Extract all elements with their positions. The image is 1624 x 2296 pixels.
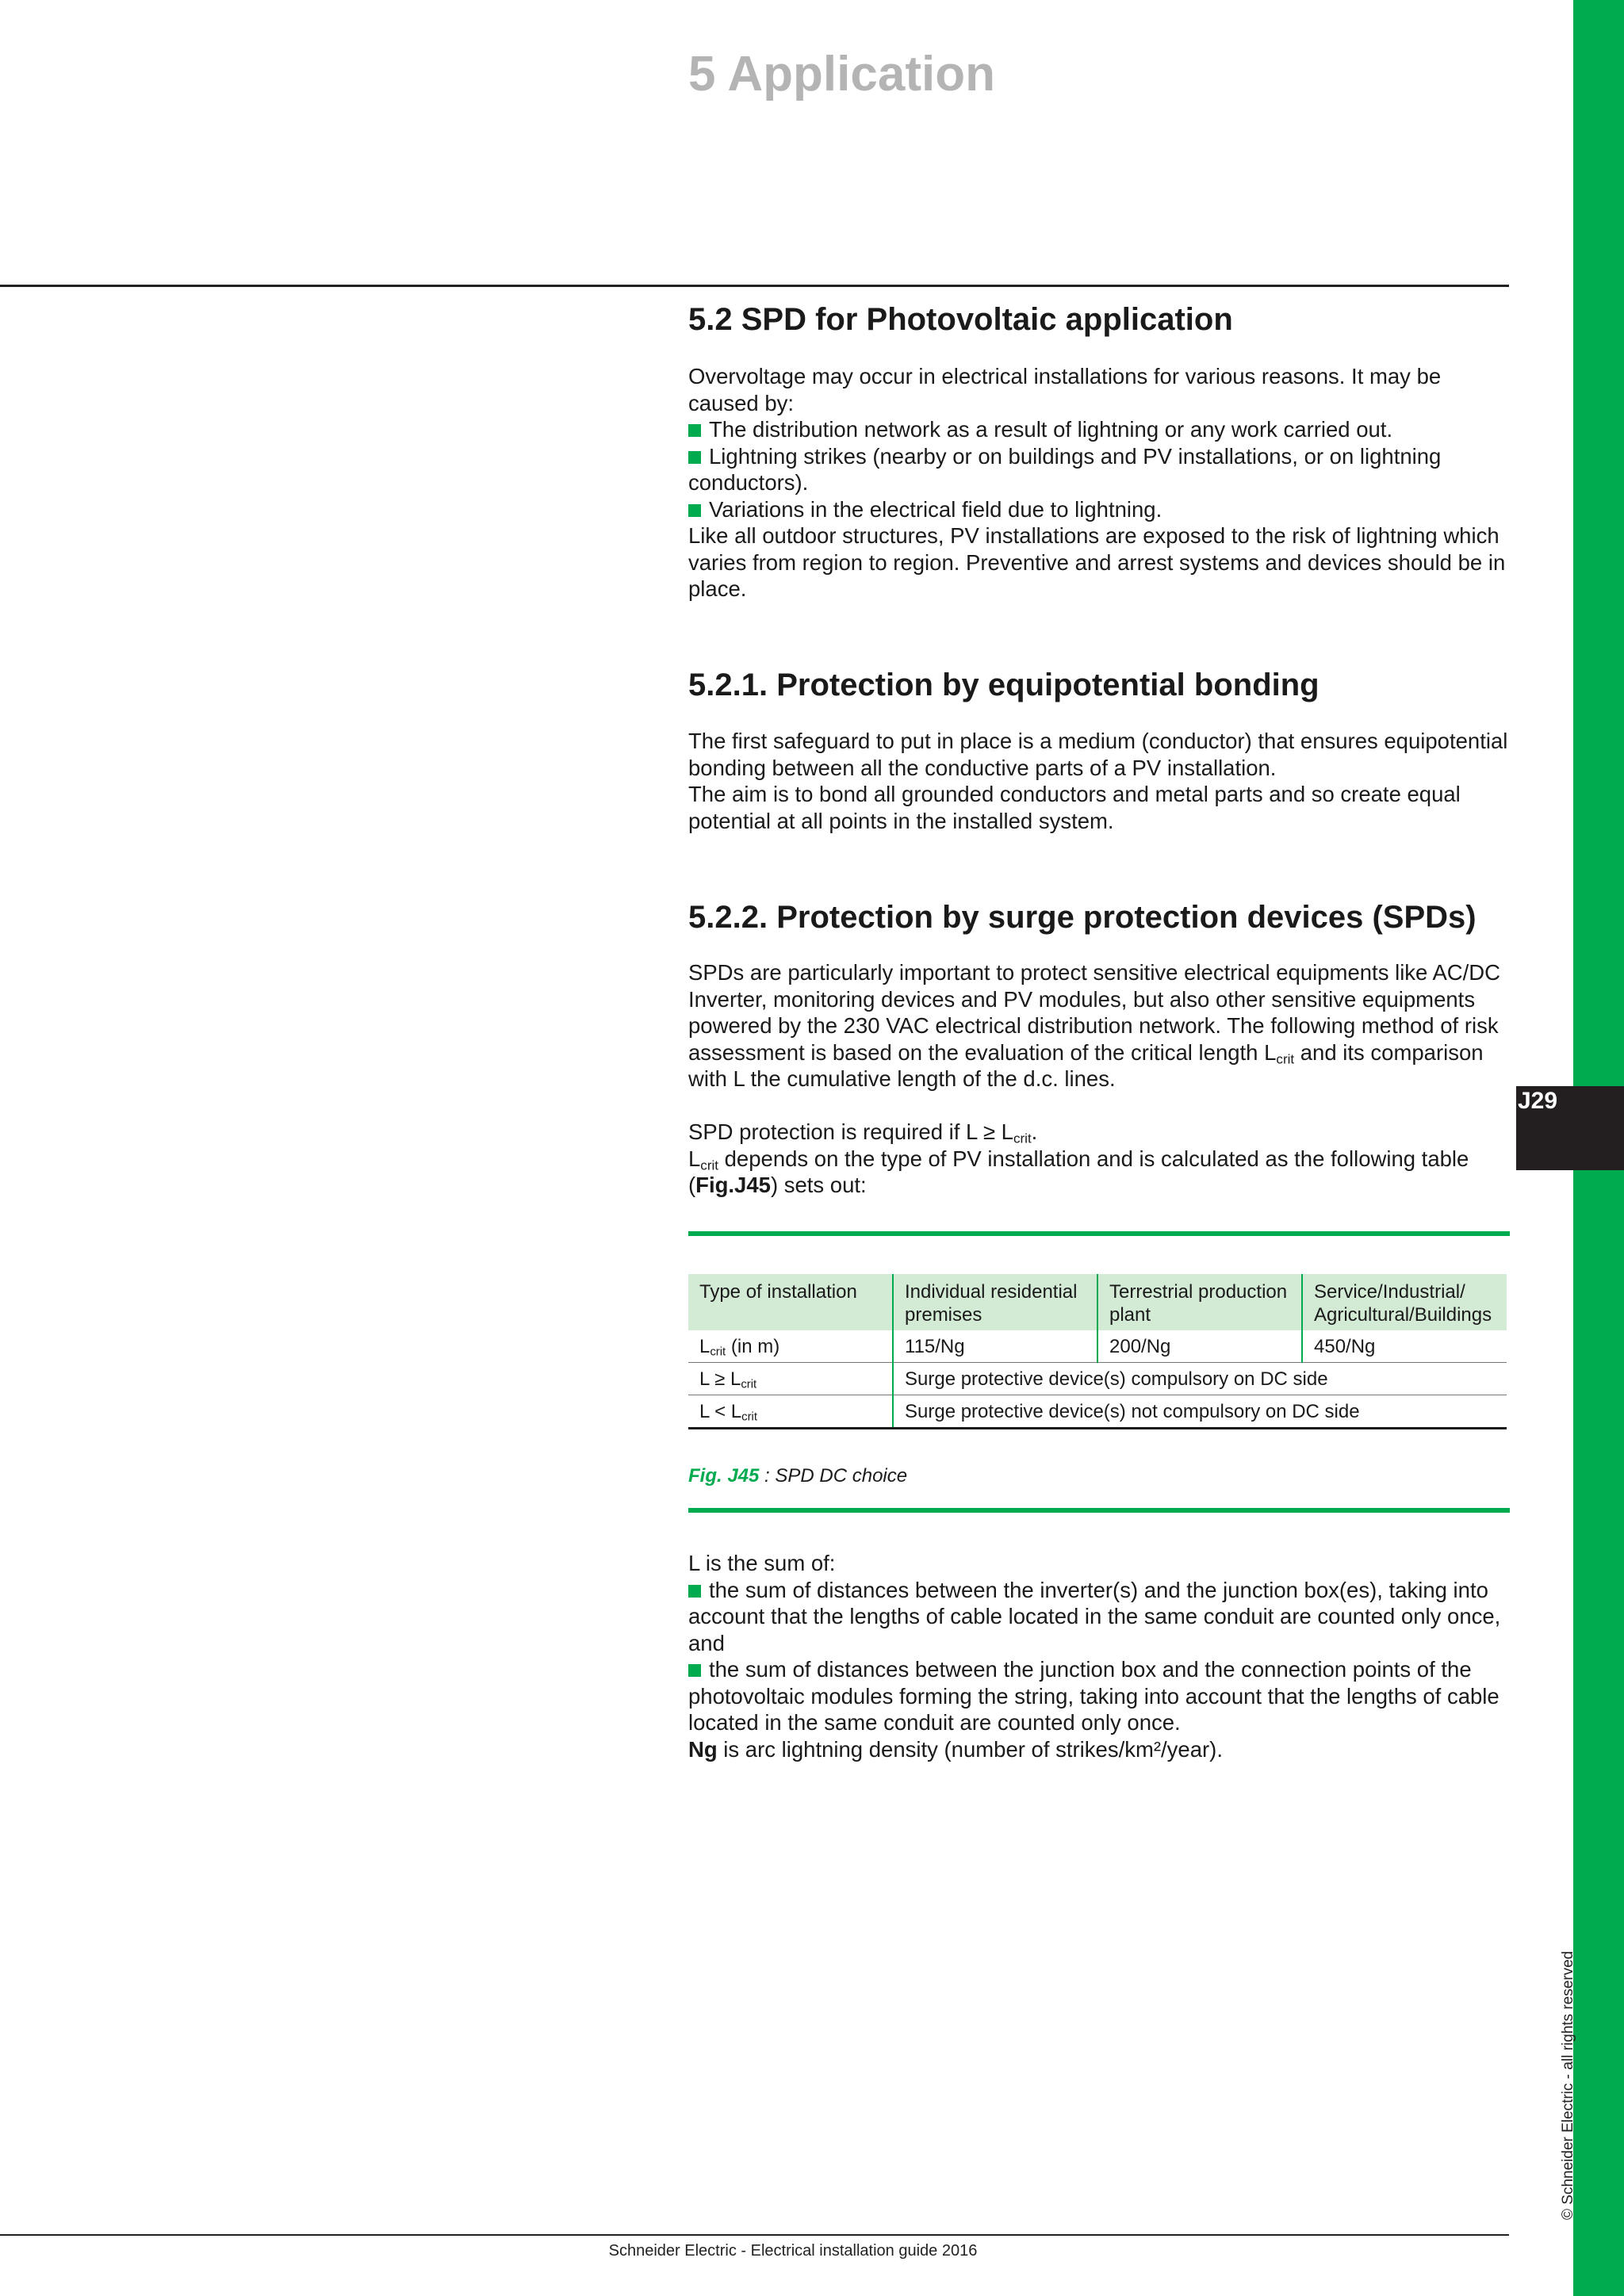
page-footer: Schneider Electric - Electrical installation guide 2016 bbox=[608, 2242, 978, 2260]
figure-bottom-rule bbox=[688, 1508, 1510, 1513]
figure-top-rule bbox=[688, 1231, 1510, 1236]
paragraph: SPD protection is required if $L \ge L_{crit}$. bbox=[688, 1119, 1038, 1146]
table-header-cell: Service/Industrial/ Agricultural/Buildings bbox=[1302, 1274, 1507, 1330]
table-cell: $L \ge L_{crit}$ bbox=[688, 1363, 893, 1395]
section-title: 5.2 SPD for Photovoltaic application bbox=[688, 302, 1233, 337]
bullet-square-icon bbox=[688, 451, 701, 464]
spd-dc-choice-table bbox=[688, 1274, 1507, 1429]
paragraph: The first safeguard to put in place is a medium (conductor) that ensures equipotential bonding between all the conductive parts of a PV installation. bbox=[688, 729, 1508, 780]
subsection-2-body bbox=[688, 959, 1513, 1199]
table-row bbox=[688, 1330, 1507, 1363]
figure-reference: Fig.J45 bbox=[695, 1173, 771, 1197]
paragraph: $L_{crit}$ depends on the type of PV installation and is calculated as the following table (Fig.J45) sets out: bbox=[688, 1146, 1469, 1197]
list-item: Lightning strikes (nearby or on buildings and PV installations, or on lightning conductors). bbox=[688, 443, 1442, 495]
copyright-notice: © Schneider Electric - all rights reserved bbox=[1560, 1950, 1576, 2220]
figure-label: Fig. J45 bbox=[688, 1465, 760, 1487]
table-cell: $L_{crit}$ (in m) bbox=[699, 1336, 780, 1359]
table-cell: Surge protective device(s) not compulsory on DC side bbox=[893, 1395, 1507, 1429]
bullet-square-icon bbox=[688, 424, 701, 437]
table-header-cell: Type of installation bbox=[688, 1274, 893, 1330]
header-divider bbox=[0, 285, 1509, 287]
footer-divider bbox=[0, 2234, 1509, 2236]
subsection-1-body bbox=[688, 728, 1513, 834]
paragraph: SPDs are particularly important to protect sensitive electrical equipments like AC/DC Inverter, monitoring devices and PV modules, but also other sensitive equipments powered by the 230 VAC electrical distribution network. The following method of risk assessment is based on the evaluation of the critical length $L_{crit}$ and its comparison with L the cumulative length of the d.c. lines. bbox=[688, 960, 1501, 1091]
paragraph: The aim is to bond all grounded conductors and metal parts and so create equal potential at all points in the installed system. bbox=[688, 782, 1461, 833]
list-item: Variations in the electrical field due to lightning. bbox=[688, 496, 1513, 523]
section-intro-block bbox=[688, 363, 1513, 603]
outro-text: Like all outdoor structures, PV installations are exposed to the risk of lightning which varies from region to region. Preventive and arrest systems and devices should be in place. bbox=[688, 523, 1506, 601]
table-cell: 450/Ng bbox=[1302, 1330, 1507, 1363]
table-cell: 115/Ng bbox=[893, 1330, 1097, 1363]
table-header-row bbox=[688, 1274, 1507, 1330]
bullet-square-icon bbox=[688, 504, 701, 517]
table-header-cell: Individual residential premises bbox=[893, 1274, 1097, 1330]
intro-text: Overvoltage may occur in electrical installations for various reasons. It may be caused by: bbox=[688, 364, 1442, 415]
subsection-1-title: 5.2.1. Protection by equipotential bonding bbox=[688, 668, 1320, 702]
length-definition-block bbox=[688, 1550, 1513, 1762]
table-cell: $L < L_{crit}$ bbox=[688, 1395, 893, 1429]
bullet-square-icon bbox=[688, 1585, 701, 1598]
table-row bbox=[688, 1395, 1507, 1429]
list-item: the sum of distances between the inverter(s) and the junction box(es), taking into account that the lengths of cable located in the same conduit are counted only once, and bbox=[688, 1577, 1501, 1655]
subsection-2-title: 5.2.2. Protection by surge protection devices (SPDs) bbox=[688, 900, 1477, 935]
bullet-square-icon bbox=[688, 1664, 701, 1677]
table-header-cell: Terrestrial production plant bbox=[1097, 1274, 1302, 1330]
page-number-tab bbox=[1516, 1086, 1624, 1170]
table-row bbox=[688, 1363, 1507, 1395]
table-cell: 200/Ng bbox=[1097, 1330, 1302, 1363]
list-item: the sum of distances between the junction box and the connection points of the photovoltaic modules forming the string, taking into account that the lengths of cable located in the same conduit are counted only once. bbox=[688, 1657, 1500, 1735]
paragraph: L is the sum of: bbox=[688, 1551, 836, 1575]
paragraph: Ng is arc lightning density (number of strikes/km²/year). bbox=[688, 1736, 1223, 1762]
page-number: J29 bbox=[1518, 1088, 1558, 1114]
list-item: The distribution network as a result of lightning or any work carried out. bbox=[688, 416, 1513, 443]
chapter-title: 5 Application bbox=[688, 47, 995, 101]
table-cell: Surge protective device(s) compulsory on DC side bbox=[893, 1363, 1507, 1395]
figure-caption: Fig. J45 : SPD DC choice bbox=[688, 1465, 908, 1487]
